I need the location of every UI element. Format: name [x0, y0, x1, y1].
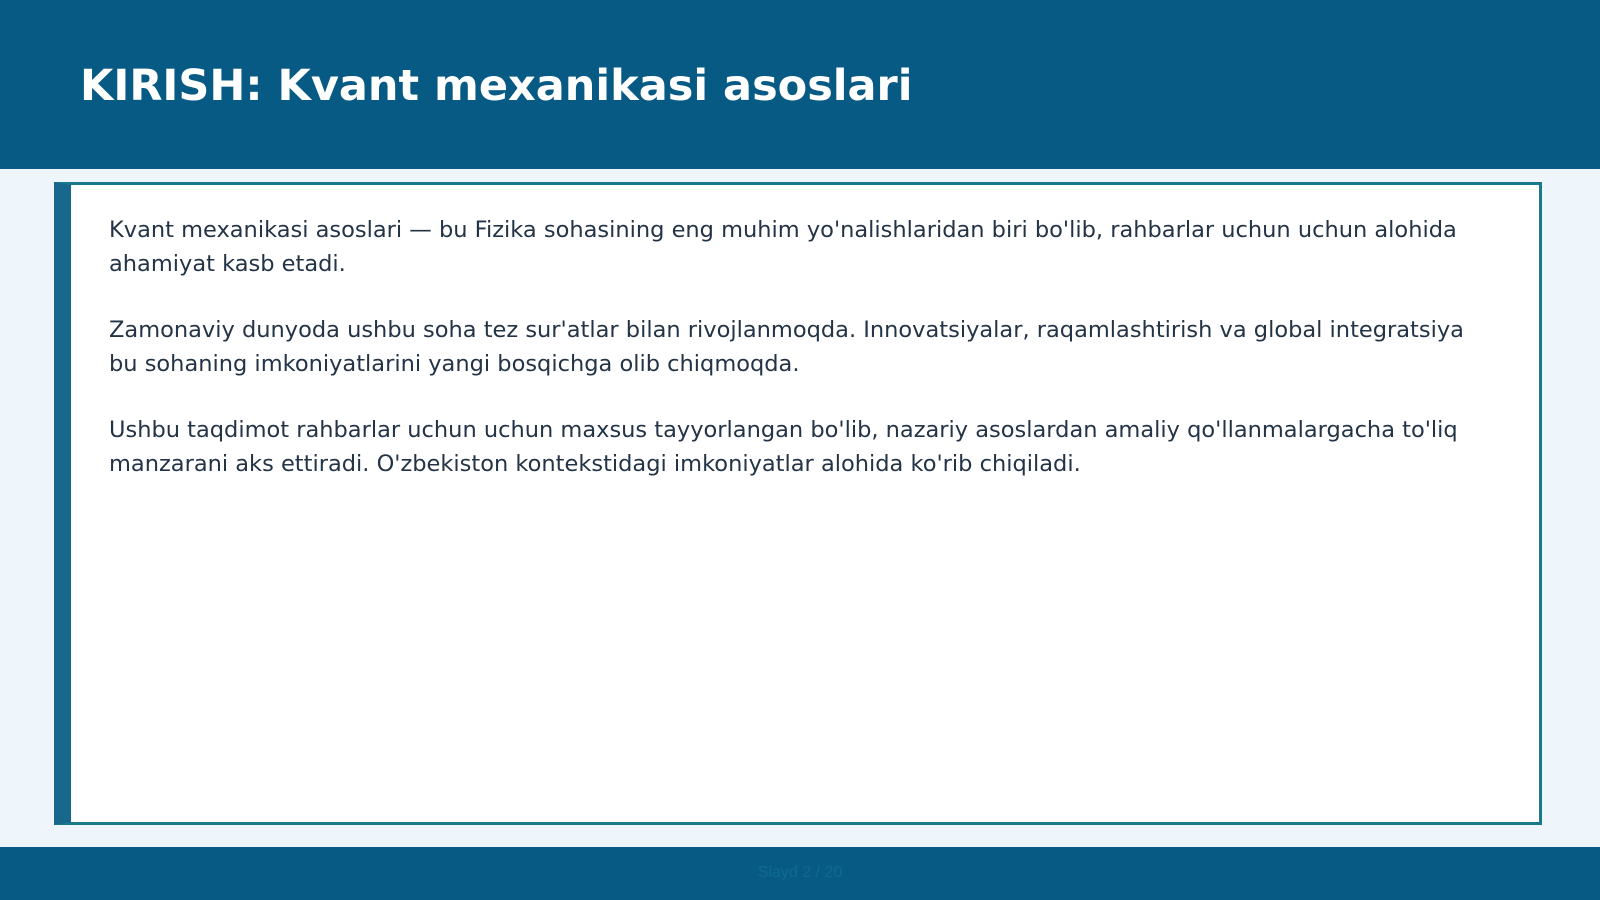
content-card	[54, 182, 1542, 825]
content-text	[109, 213, 1489, 513]
paragraph-intro: Kvant mexanikasi asoslari — bu Fizika sohasining eng muhim yo'nalishlaridan biri bo'lib, rahbarlar uchun uchun alohida ahamiyat kasb etadi.	[109, 217, 1457, 277]
slide-number: Slayd 2 / 20	[757, 864, 843, 881]
paragraph-presentation-purpose: Ushbu taqdimot rahbarlar uchun uchun maxsus tayyorlangan bo'lib, nazariy asoslardan amaliy qo'llanmalargacha to'liq manzarani aks ettiradi. O'zbekiston kontekstidagi imkoniyatlar alohida ko'rib chiqiladi.	[109, 417, 1458, 477]
slide-header	[0, 0, 1600, 169]
slide-title: KIRISH: Kvant mexanikasi asoslari	[80, 61, 913, 111]
slide-footer	[0, 847, 1600, 900]
paragraph-development: Zamonaviy dunyoda ushbu soha tez sur'atlar bilan rivojlanmoqda. Innovatsiyalar, raqamlashtirish va global integratsiya bu sohaning imkoniyatlarini yangi bosqichga olib chiqmoqda.	[109, 317, 1464, 377]
